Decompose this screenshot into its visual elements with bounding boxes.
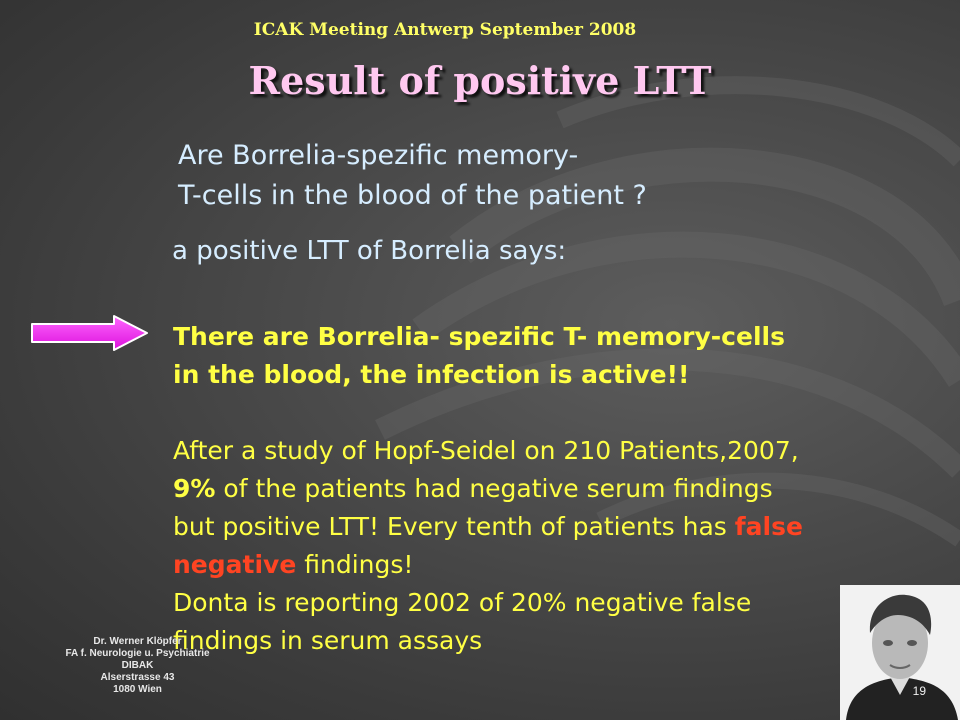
question-line-1: Are Borrelia-spezific memory-	[178, 140, 579, 171]
study-line-3: but positive LTT! Every tenth of patients has false	[173, 512, 803, 541]
study-line-5: Donta is reporting 2002 of 20% negative false	[173, 588, 752, 617]
false-word: false	[734, 512, 803, 541]
question-line-2: T-cells in the blood of the patient ?	[178, 180, 647, 211]
page-number: 19	[912, 684, 926, 698]
right-arrow-icon	[30, 315, 150, 351]
presenter-photo	[840, 585, 960, 720]
intro-text: a positive LTT of Borrelia says:	[172, 236, 567, 266]
conference-header: ICAK Meeting Antwerp September 2008	[253, 20, 637, 40]
presenter-title: FA f. Neurologie u. Psychiatrie	[65, 648, 210, 659]
statement-line-1: There are Borrelia- spezific T- memory-cells	[173, 322, 785, 351]
statement-line-2: in the blood, the infection is active!!	[173, 360, 690, 389]
study-line-4: negative findings!	[173, 550, 414, 579]
study-line-1: After a study of Hopf-Seidel on 210 Patients,2007,	[173, 436, 799, 465]
presenter-city: 1080 Wien	[113, 684, 162, 695]
study-percent: 9%	[173, 474, 216, 503]
study-line-6: findings in serum assays	[173, 626, 483, 655]
presenter-street: Alserstrasse 43	[100, 672, 175, 683]
slide-title: Result of positive LTT	[248, 58, 712, 103]
question-text	[178, 136, 647, 216]
negative-word: negative	[173, 550, 297, 579]
presenter-name: Dr. Werner Klöpfer	[93, 636, 182, 647]
study-line-2: 9% of the patients had negative serum findings	[173, 474, 773, 503]
presenter-info	[20, 636, 255, 696]
presenter-org: DIBAK	[121, 660, 154, 671]
